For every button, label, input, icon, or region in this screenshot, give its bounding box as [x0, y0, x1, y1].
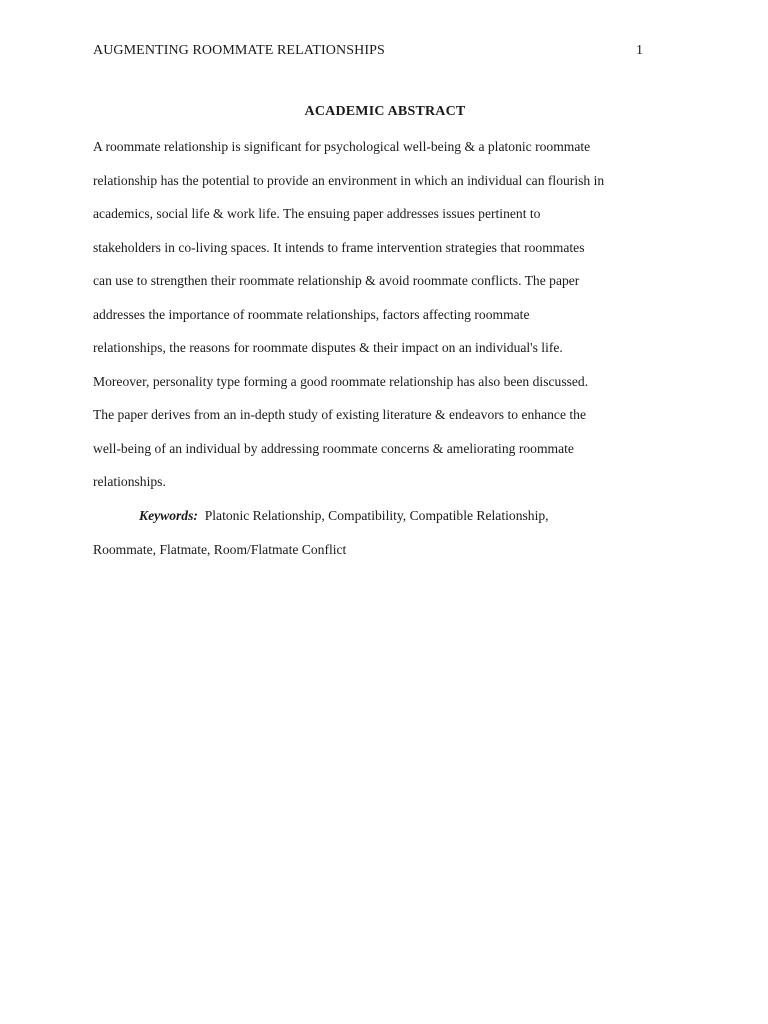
abstract-line-10: well-being of an individual by addressing roommate concerns & ameliorating roommate	[93, 441, 574, 456]
keywords-line-2: Roommate, Flatmate, Room/Flatmate Conflict	[93, 542, 347, 557]
abstract-line-9: The paper derives from an in-depth study of existing literature & endeavors to enhance the	[93, 407, 586, 422]
abstract-line-6: addresses the importance of roommate relationships, factors affecting roommate	[93, 307, 530, 322]
page-number: 1	[636, 43, 643, 58]
keywords-label: Keywords:	[139, 508, 198, 523]
running-head: AUGMENTING ROOMMATE RELATIONSHIPS	[93, 43, 385, 58]
keywords-line-1	[139, 506, 549, 526]
abstract-line-1: A roommate relationship is significant for psychological well-being & a platonic roommate	[93, 139, 591, 154]
abstract-title: ACADEMIC ABSTRACT	[304, 104, 466, 119]
abstract-line-2: relationship has the potential to provide an environment in which an individual can flourish in	[93, 173, 605, 188]
keywords-text-1: Platonic Relationship, Compatibility, Compatible Relationship,	[204, 508, 549, 523]
abstract-line-8: Moreover, personality type forming a good roommate relationship has also been discussed.	[93, 374, 589, 389]
abstract-line-5: can use to strengthen their roommate relationship & avoid roommate conflicts. The paper	[93, 273, 580, 288]
abstract-line-7: relationships, the reasons for roommate disputes & their impact on an individual's life.	[93, 340, 563, 355]
abstract-line-4: stakeholders in co-living spaces. It intends to frame intervention strategies that roommates	[93, 240, 585, 255]
abstract-line-3: academics, social life & work life. The ensuing paper addresses issues pertinent to	[93, 206, 541, 221]
abstract-line-11: relationships.	[93, 474, 166, 489]
